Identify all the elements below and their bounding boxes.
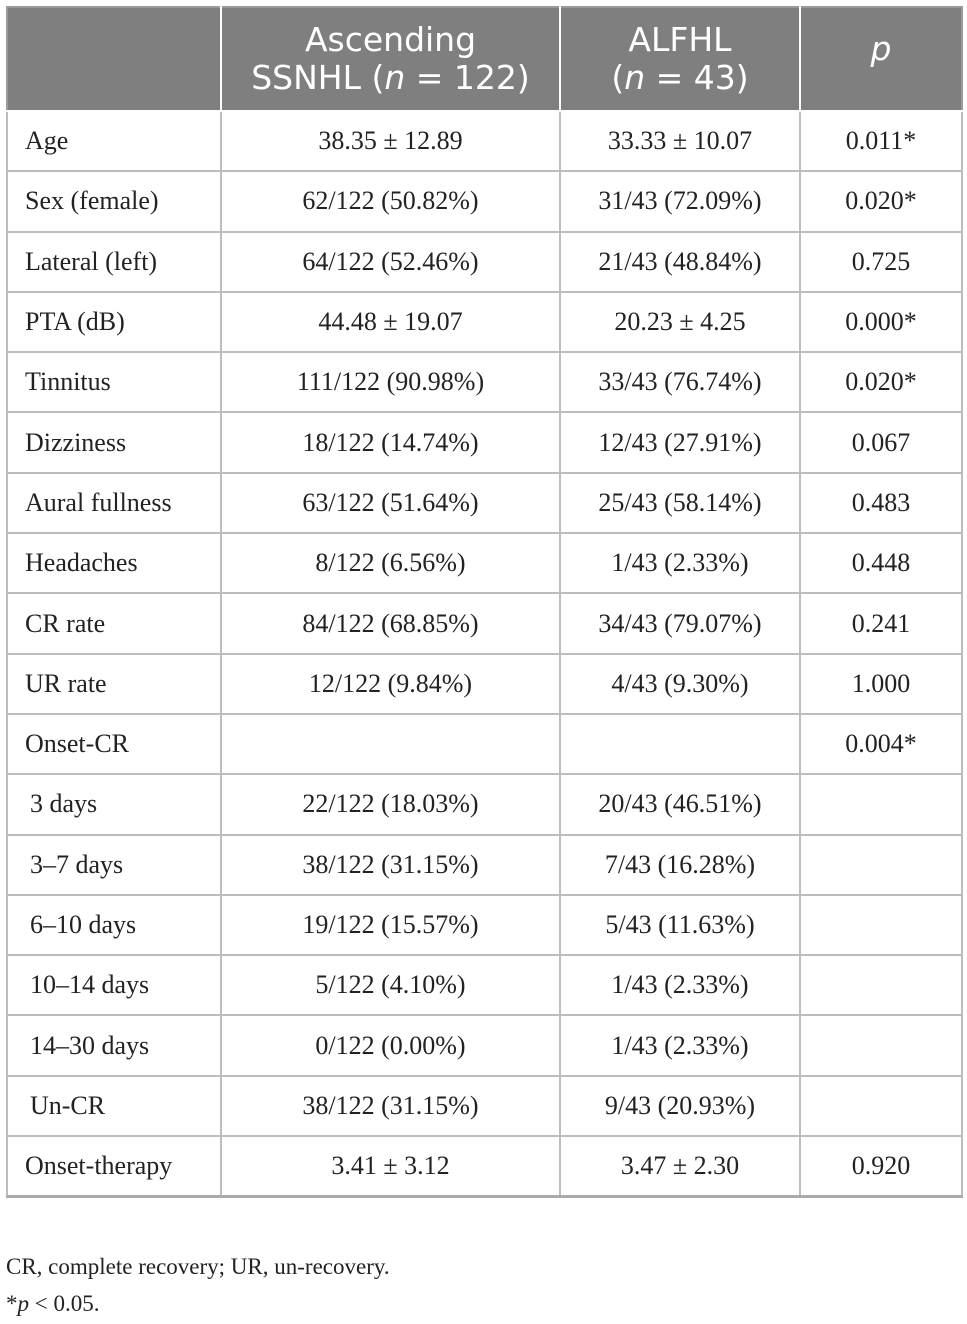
table-row (7, 473, 962, 533)
p-value: 0.448 (800, 533, 962, 593)
footnote-mark: * (6, 1291, 18, 1316)
footnote-abbreviations: CR, complete recovery; UR, un-recovery. (6, 1254, 390, 1279)
table-body (7, 111, 962, 1197)
table-row (7, 774, 962, 834)
alfhl-value: 7/43 (16.28%) (560, 835, 800, 895)
alfhl-value: 3.47 ± 2.30 (560, 1136, 800, 1197)
row-label: Tinnitus (7, 352, 221, 412)
row-label: Age (7, 111, 221, 171)
p-value (800, 955, 962, 1015)
row-label: Onset-CR (7, 714, 221, 774)
row-label: Dizziness (7, 412, 221, 472)
row-label: 14–30 days (7, 1015, 221, 1075)
header-p-value (800, 7, 962, 111)
row-label: 3 days (7, 774, 221, 834)
ascending-ssnhl-value: 63/122 (51.64%) (221, 473, 560, 533)
alfhl-value: 21/43 (48.84%) (560, 232, 800, 292)
table-row (7, 714, 962, 774)
ascending-ssnhl-value: 44.48 ± 19.07 (221, 292, 560, 352)
ascending-ssnhl-value: 18/122 (14.74%) (221, 412, 560, 472)
p-value: 0.020* (800, 352, 962, 412)
table-row (7, 171, 962, 231)
p-value: 0.004* (800, 714, 962, 774)
footnote-p: p (17, 1291, 29, 1316)
table-row (7, 1076, 962, 1136)
p-value: 0.241 (800, 593, 962, 653)
ascending-ssnhl-value: 64/122 (52.46%) (221, 232, 560, 292)
header-ascending-line2: SSNHL (n = 122) (251, 58, 530, 97)
row-label: Headaches (7, 533, 221, 593)
row-label: Onset-therapy (7, 1136, 221, 1197)
table-row (7, 835, 962, 895)
ascending-ssnhl-value: 12/122 (9.84%) (221, 654, 560, 714)
table-row (7, 593, 962, 653)
table-row (7, 412, 962, 472)
header-alfhl-line1: ALFHL (628, 20, 732, 59)
alfhl-value: 20/43 (46.51%) (560, 774, 800, 834)
ascending-ssnhl-value: 3.41 ± 3.12 (221, 1136, 560, 1197)
alfhl-value: 1/43 (2.33%) (560, 533, 800, 593)
ascending-ssnhl-value: 0/122 (0.00%) (221, 1015, 560, 1075)
ascending-ssnhl-value: 84/122 (68.85%) (221, 593, 560, 653)
alfhl-value: 33/43 (76.74%) (560, 352, 800, 412)
table-container (6, 6, 961, 1198)
p-value: 0.920 (800, 1136, 962, 1197)
table-row (7, 1015, 962, 1075)
row-label: Aural fullness (7, 473, 221, 533)
table-row (7, 895, 962, 955)
p-value (800, 895, 962, 955)
p-value: 0.483 (800, 473, 962, 533)
ascending-ssnhl-value (221, 714, 560, 774)
ascending-ssnhl-value: 19/122 (15.57%) (221, 895, 560, 955)
table-row (7, 111, 962, 171)
alfhl-value: 33.33 ± 10.07 (560, 111, 800, 171)
p-value (800, 835, 962, 895)
p-value (800, 1015, 962, 1075)
ascending-ssnhl-value: 62/122 (50.82%) (221, 171, 560, 231)
alfhl-value: 31/43 (72.09%) (560, 171, 800, 231)
footnote-significance (6, 1291, 99, 1317)
table-row (7, 955, 962, 1015)
header-alfhl (560, 7, 800, 111)
row-label: 10–14 days (7, 955, 221, 1015)
p-value (800, 774, 962, 834)
row-label: PTA (dB) (7, 292, 221, 352)
footnote-rest: < 0.05. (29, 1291, 100, 1316)
ascending-ssnhl-value: 38/122 (31.15%) (221, 1076, 560, 1136)
row-label: CR rate (7, 593, 221, 653)
table-row (7, 654, 962, 714)
row-label: Sex (female) (7, 171, 221, 231)
p-value: 0.011* (800, 111, 962, 171)
alfhl-value: 20.23 ± 4.25 (560, 292, 800, 352)
table-row (7, 232, 962, 292)
row-label: 3–7 days (7, 835, 221, 895)
table-row (7, 352, 962, 412)
header-ascending-line1: Ascending (304, 20, 477, 59)
p-value: 0.725 (800, 232, 962, 292)
p-value: 1.000 (800, 654, 962, 714)
alfhl-value: 1/43 (2.33%) (560, 1015, 800, 1075)
table-row (7, 292, 962, 352)
header-ascending-ssnhl (221, 7, 560, 111)
header-p-label: p (870, 29, 892, 68)
p-value (800, 1076, 962, 1136)
p-value: 0.000* (800, 292, 962, 352)
header-blank (7, 7, 221, 111)
alfhl-value (560, 714, 800, 774)
ascending-ssnhl-value: 8/122 (6.56%) (221, 533, 560, 593)
table-row (7, 1136, 962, 1197)
alfhl-value: 5/43 (11.63%) (560, 895, 800, 955)
table-header (7, 7, 962, 111)
row-label: 6–10 days (7, 895, 221, 955)
row-label: Lateral (left) (7, 232, 221, 292)
ascending-ssnhl-value: 111/122 (90.98%) (221, 352, 560, 412)
alfhl-value: 34/43 (79.07%) (560, 593, 800, 653)
header-row (7, 7, 962, 111)
ascending-ssnhl-value: 22/122 (18.03%) (221, 774, 560, 834)
alfhl-value: 1/43 (2.33%) (560, 955, 800, 1015)
header-alfhl-line2: (n = 43) (611, 58, 749, 97)
ascending-ssnhl-value: 5/122 (4.10%) (221, 955, 560, 1015)
alfhl-value: 9/43 (20.93%) (560, 1076, 800, 1136)
p-value: 0.067 (800, 412, 962, 472)
row-label: UR rate (7, 654, 221, 714)
row-label: Un-CR (7, 1076, 221, 1136)
alfhl-value: 25/43 (58.14%) (560, 473, 800, 533)
alfhl-value: 4/43 (9.30%) (560, 654, 800, 714)
alfhl-value: 12/43 (27.91%) (560, 412, 800, 472)
ascending-ssnhl-value: 38/122 (31.15%) (221, 835, 560, 895)
p-value: 0.020* (800, 171, 962, 231)
data-table (6, 6, 963, 1198)
ascending-ssnhl-value: 38.35 ± 12.89 (221, 111, 560, 171)
table-row (7, 533, 962, 593)
